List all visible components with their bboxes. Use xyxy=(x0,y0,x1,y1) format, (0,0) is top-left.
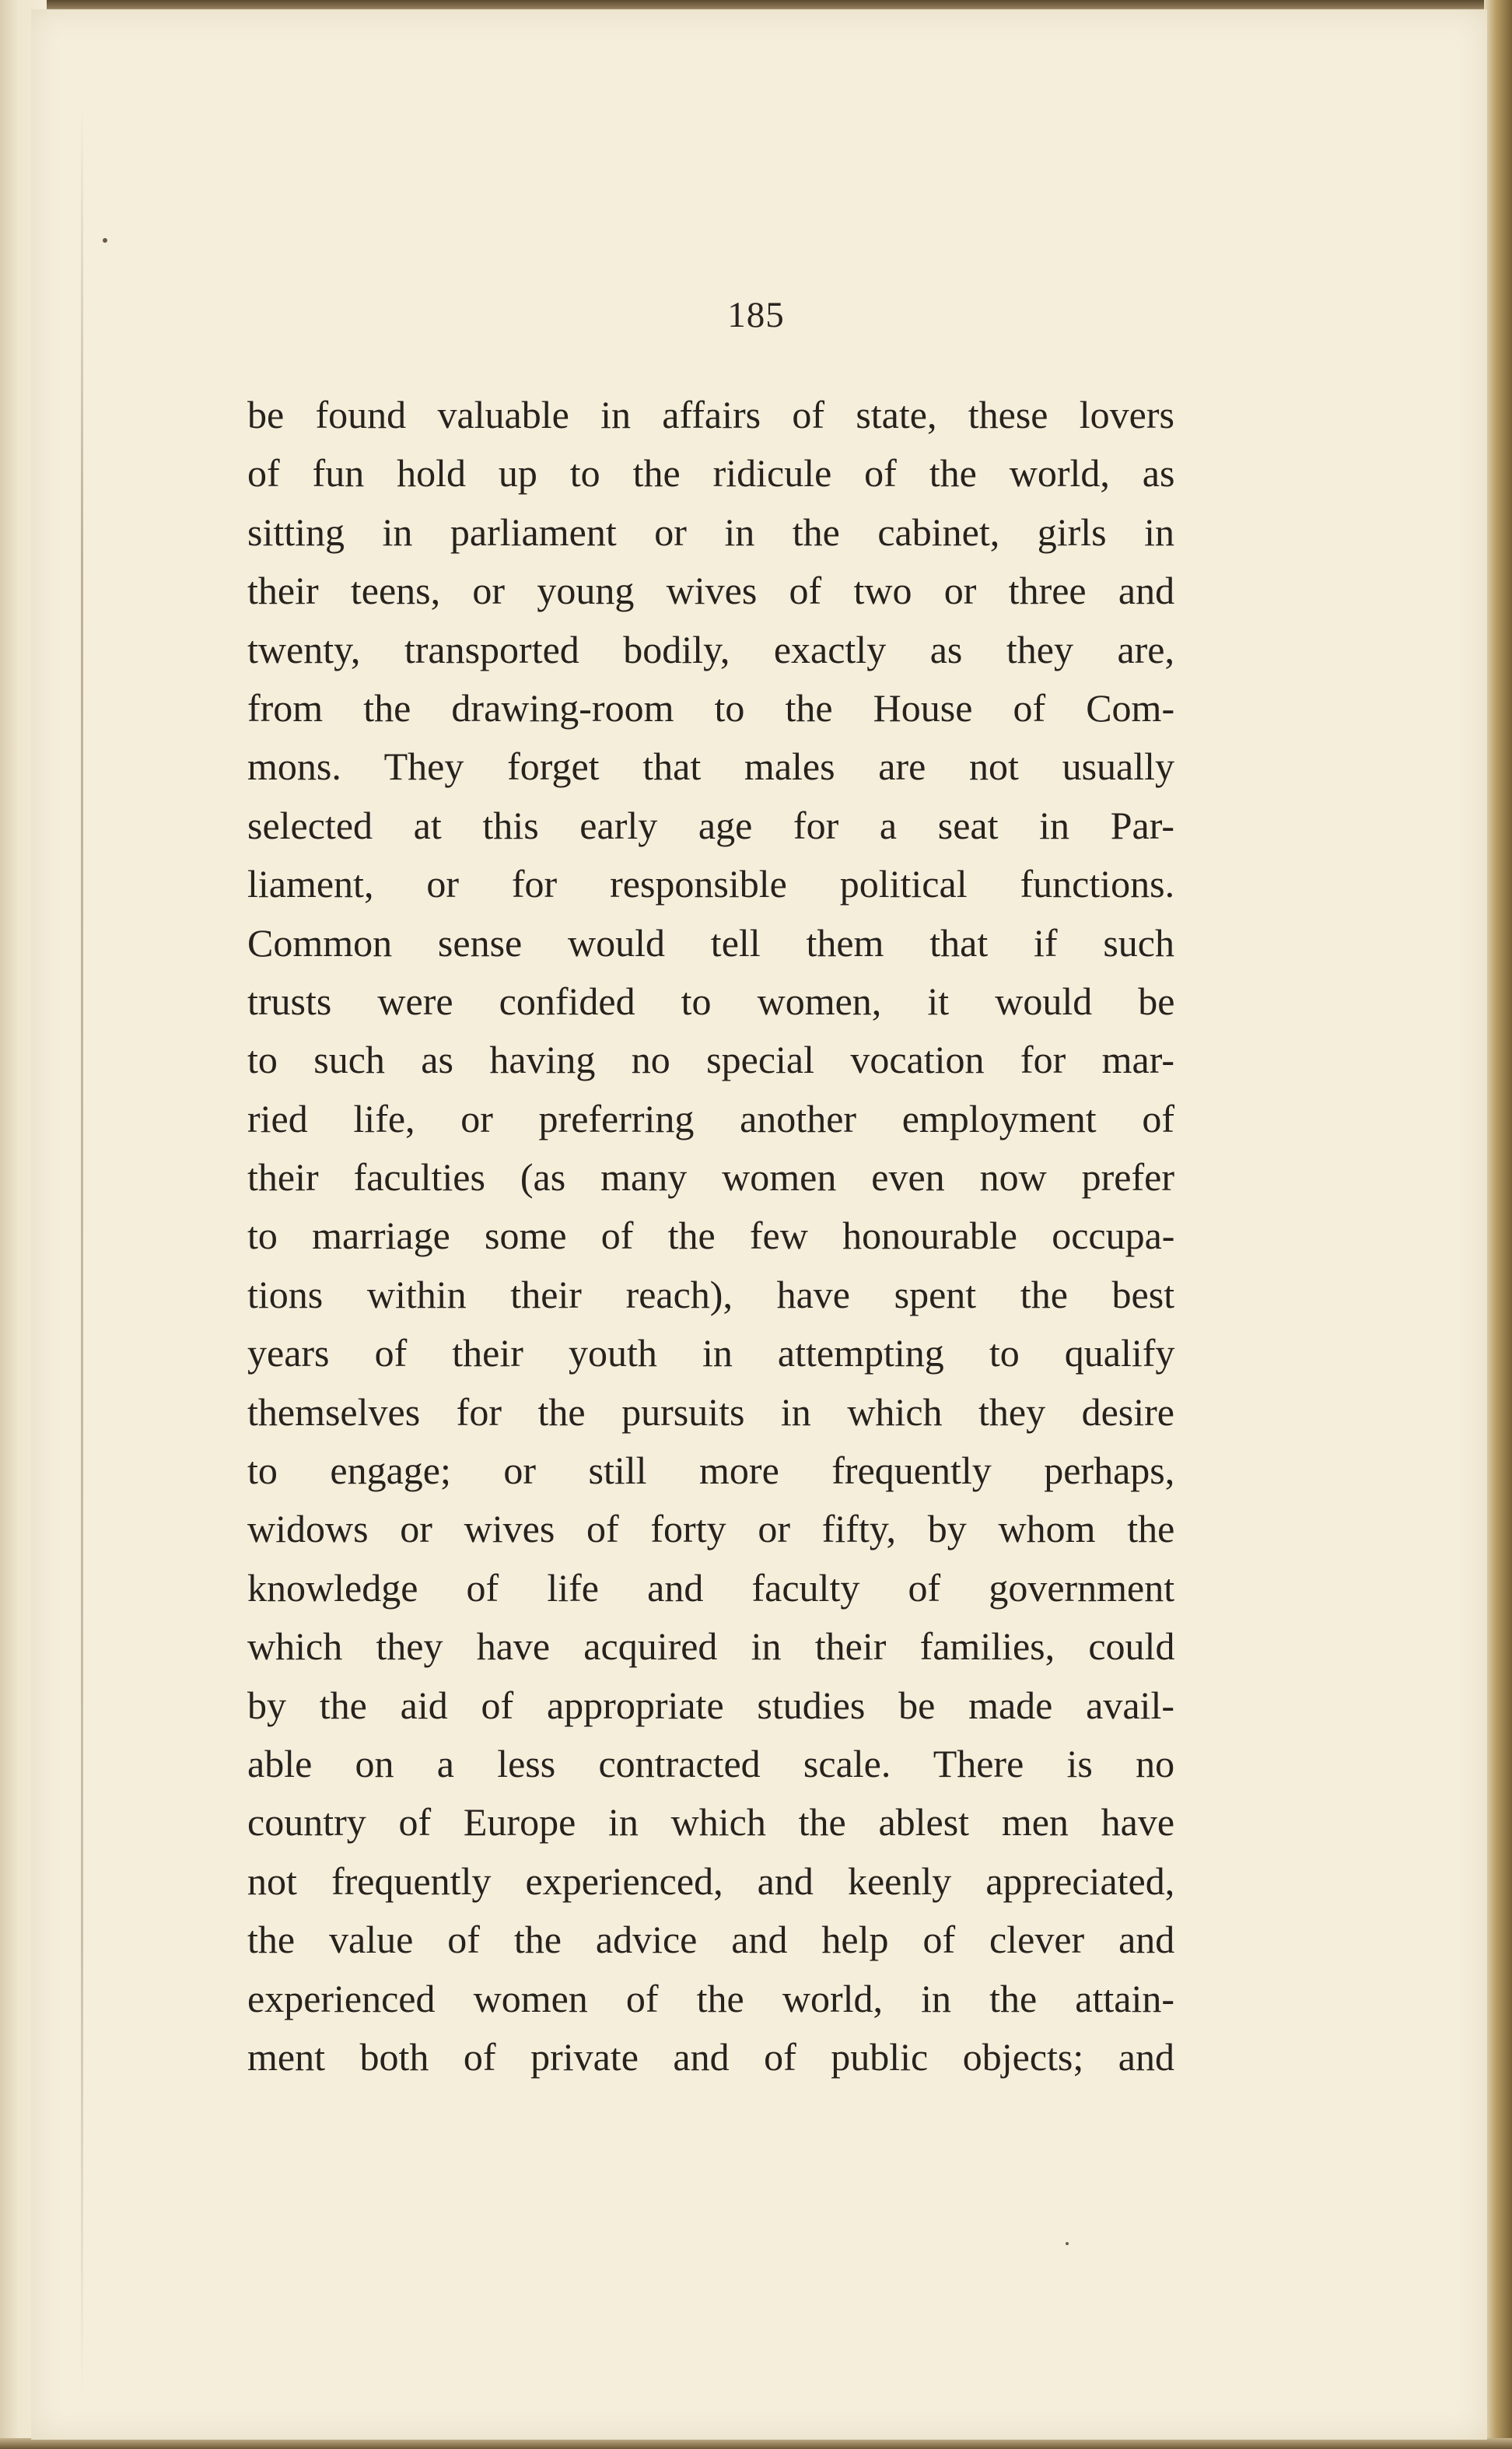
text-line: Common sense would tell them that if such xyxy=(247,920,1174,965)
text-line: widows or wives of forty or fifty, by whom the xyxy=(247,1507,1175,1551)
book-fore-edge xyxy=(1484,0,1512,2449)
text-line: themselves for the pursuits in which they desire xyxy=(247,1389,1174,1434)
text-line: sitting in parliament or in the cabinet, girls in xyxy=(247,510,1174,554)
text-line: liament, or for responsible political functions. xyxy=(247,862,1175,906)
text-line: ried life, or preferring another employment of xyxy=(247,1096,1174,1140)
text-line: to such as having no special vocation for mar- xyxy=(247,1038,1174,1082)
text-line: trusts were confided to women, it would be xyxy=(247,979,1175,1023)
paper-speck xyxy=(103,238,107,243)
text-line: the value of the advice and help of clever and xyxy=(247,1918,1175,1962)
text-line: their teens, or young wives of two or three and xyxy=(247,569,1175,613)
page-number: 185 xyxy=(727,295,785,335)
paper-speck xyxy=(1066,2242,1069,2245)
text-line: by the aid of appropriate studies be made avail- xyxy=(247,1683,1174,1727)
text-line: ment both of private and of public objects; and xyxy=(247,2034,1174,2079)
text-line: country of Europe in which the ablest men have xyxy=(247,1800,1175,1845)
text-line: be found valuable in affairs of state, these lovers xyxy=(247,393,1174,436)
text-line: to engage; or still more frequently perhaps, xyxy=(247,1449,1175,1493)
text-line: not frequently experienced, and keenly appreciated, xyxy=(247,1859,1175,1903)
text-line: which they have acquired in their families, could xyxy=(247,1624,1175,1669)
body-text xyxy=(247,386,1174,2086)
book-bottom-edge xyxy=(0,2438,1512,2449)
text-line: selected at this early age for a seat in Par- xyxy=(247,803,1174,847)
text-line: tions within their reach), have spent the best xyxy=(247,1272,1175,1316)
text-line: mons. They forget that males are not usually xyxy=(247,745,1174,789)
text-line: to marriage some of the few honourable occupa- xyxy=(247,1214,1175,1258)
gutter-shadow xyxy=(81,103,83,2398)
text-line: able on a less contracted scale. There is no xyxy=(247,1741,1175,1785)
text-line: knowledge of life and faculty of government xyxy=(247,1565,1175,1610)
text-line: of fun hold up to the ridicule of the world, as xyxy=(247,451,1175,496)
text-line: experienced women of the world, in the attain- xyxy=(247,1976,1174,2020)
text-line: twenty, transported bodily, exactly as they are, xyxy=(247,627,1174,671)
text-line: years of their youth in attempting to qualify xyxy=(247,1331,1175,1375)
text-line: from the drawing-room to the House of Com- xyxy=(247,685,1175,730)
text-line: their faculties (as many women even now prefer xyxy=(247,1155,1174,1200)
